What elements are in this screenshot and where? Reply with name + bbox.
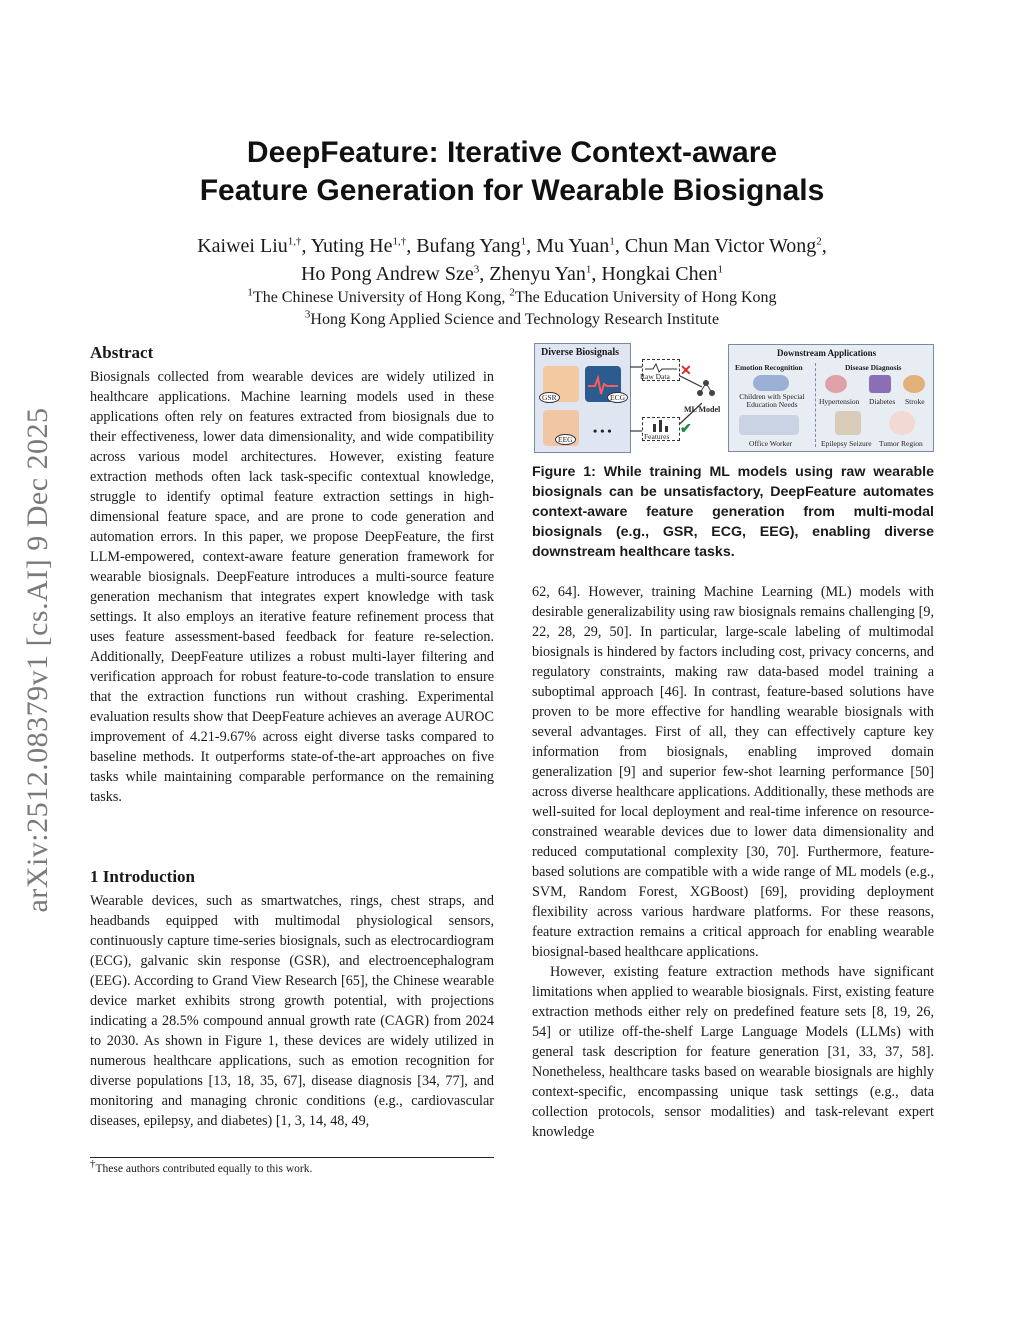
tumor-region-label: Tumor Region (879, 439, 923, 448)
diverse-biosignals-panel (534, 343, 631, 453)
paper-title: DeepFeature: Iterative Context-aware Feature Generation for Wearable Biosignals (199, 136, 825, 207)
footnote: †These authors contributed equally to this work. (90, 1158, 313, 1175)
paragraph: 62, 64]. However, training Machine Learning (ML) models with desirable generalizability using raw biosignals remains challenging [9, 22, 28, 29, 50]. In particular, large-scale labeling of multimodal biosignals is hindered by factors including cost, privacy concerns, and regulatory constraints, making raw data-based model training a suboptimal approach [46]. In contrast, feature-based solutions have proven to be more effective for handling wearable biosignals with several advantages. First of all, they can effectively capture key information from biosignals, enabling improved domain generalization [9] and superior few-shot learning performance [50] across diverse healthcare applications. Additionally, these methods are well-suited for local deployment and real-time inference on resource-constrained wearable devices due to lower data dimensionality and reduced computational complexity [30, 70]. Furthermore, feature-based solutions are compatible with a wide range of ML models (e.g., SVM, Random Forest, XGBoost) [69], providing deployment flexibility across various hardware platforms. For these reasons, feature extraction remains a critical approach for enabling wearable biosignal-based healthcare applications. (532, 584, 934, 960)
diabetes-label: Diabetes (869, 397, 896, 406)
disease-diagnosis-label: Disease Diagnosis (845, 363, 902, 372)
abstract-heading: Abstract (90, 343, 154, 362)
eeg-label: EEG (555, 434, 576, 445)
author-list: Kaiwei Liu$^{1,\dagger}$, Yuting $He^{1,\dagger}$, Bufang Yang$^1$, Mu Yuan$^1$, Chun Man Victor Wong$^2$, Ho Pong Andrew Sze$^3$, Zhenyu Yan$^1$, Hongkai Chen$^1$ (197, 235, 827, 285)
diverse-biosignals-title: Diverse Biosignals (541, 347, 620, 358)
downstream-applications-panel (728, 344, 934, 452)
office-worker-label: Office Worker (749, 439, 793, 448)
features-label: Features (644, 432, 670, 441)
right-column-text (532, 582, 934, 1142)
cross-icon: ✕ (680, 364, 692, 379)
introduction-text: Wearable devices, such as smartwatches, rings, chest straps, and headbands equipped with multimodal physiological sensors, continuously capture time-series biosignals, such as electrocardiogram (ECG), galvanic skin response (GSR), and electroencephalogram (EEG). According to Grand View Research [65], the Chinese wearable device market exhibits strong growth potential, with projections indicating a 28.5% compound annual growth rate (CAGR) from 2024 to 2030. As shown in Figure 1, these devices are widely utilized in numerous healthcare applications, such as emotion recognition for diverse populations [13, 18, 35, 67], disease diagnosis [34, 77], and monitoring and managing chronic conditions (e.g., cardiovascular diseases, epilepsy, and diabetes) [1, 3, 14, 48, 49, (90, 893, 494, 1129)
affiliations: $^1$The Chinese University of Hong Kong, $^2$The Education University of Hong Kong $^3$Hong Kong Applied Science and Technology Research Institute (247, 286, 777, 328)
bar-chart-icon (643, 418, 679, 432)
more-signals-ellipsis: • • • (593, 424, 612, 438)
check-icon: ✔ (680, 422, 692, 437)
ml-model-label: ML Model (684, 405, 721, 414)
emotion-recognition-label: Emotion Recognition (735, 363, 803, 372)
hypertension-label: Hypertension (819, 397, 860, 406)
abstract-section (90, 343, 494, 807)
epilepsy-label: Epilepsy Seizure (821, 439, 872, 448)
introduction-section (90, 867, 494, 1131)
epilepsy-icon (835, 411, 861, 435)
office-worker-icon (739, 415, 799, 435)
abstract-text: Biosignals collected from wearable devices are widely utilized in healthcare applications. Machine learning models used in these applications often rely on features extracted from biosignals due to their effectiveness, lower data dimensionality, and wide compatibility across various model architectures. However, existing feature extraction methods often lack task-specific contextual knowledge, struggle to identify optimal feature extraction settings in high-dimensional feature space, and are prone to code generation and automation errors. In this paper, we propose DeepFeature, the first LLM-empowered, context-aware feature generation framework for wearable biosignals. DeepFeature introduces a multi-source feature generation mechanism that integrates expert knowledge with task settings. It also employs an iterative feature refinement process that uses feature assessment-based feedback for feature re-selection. Additionally, DeepFeature utilizes a robust multi-layer filtering and verification approach for robust feature-to-code translation to ensure that the extraction functions run without crashing. Experimental evaluation results show that DeepFeature achieves an average AUROC improvement of 4.21-9.67% across eight diverse tasks compared to baseline methods. It outperforms state-of-the-art approaches on five tasks while maintaining comparable performance on the remaining tasks. (90, 369, 494, 805)
children-icon (753, 375, 789, 391)
raw-data-label: Raw Data (640, 372, 670, 381)
stroke-label: Stroke (905, 397, 925, 406)
footnote-rule (90, 1157, 494, 1158)
gsr-label: GSR (539, 392, 560, 403)
hypertension-icon (825, 375, 847, 393)
ecg-label: ECG (607, 392, 628, 403)
brain-tumor-icon (889, 411, 915, 435)
panel-divider (815, 363, 816, 447)
children-label: Children with Special Education Needs (739, 392, 805, 409)
arxiv-stamp: arXiv:2512.08379v1 [cs.AI] 9 Dec 2025 (21, 407, 54, 913)
figure-1 (534, 343, 934, 453)
paragraph: However, existing feature extraction methods have significant limitations when applied to wearable biosignals. First, existing feature extraction methods either rely on predefined feature sets [8, 19, 26, 54] or utilize off-the-shelf Large Language Models (LLMs) with general task description for feature generation [31, 33, 37, 58]. Nonetheless, healthcare tasks based on wearable biosignals are highly context-specific, encompassing unique task settings (e.g., data collection protocols, sensor modalities) and task-relevant expert knowledge (532, 964, 934, 1140)
introduction-heading: 1 Introduction (90, 867, 196, 886)
diabetes-icon (869, 375, 891, 393)
downstream-applications-title: Downstream Applications (777, 348, 877, 358)
figure-caption: Figure 1: While training ML models using raw wearable biosignals can be unsatisfactory, DeepFeature automates context-aware feature generation from multi-modal biosignals (e.g., GSR, ECG, EEG), enabling diverse downstream healthcare tasks. (532, 464, 934, 560)
stroke-icon (903, 375, 925, 393)
